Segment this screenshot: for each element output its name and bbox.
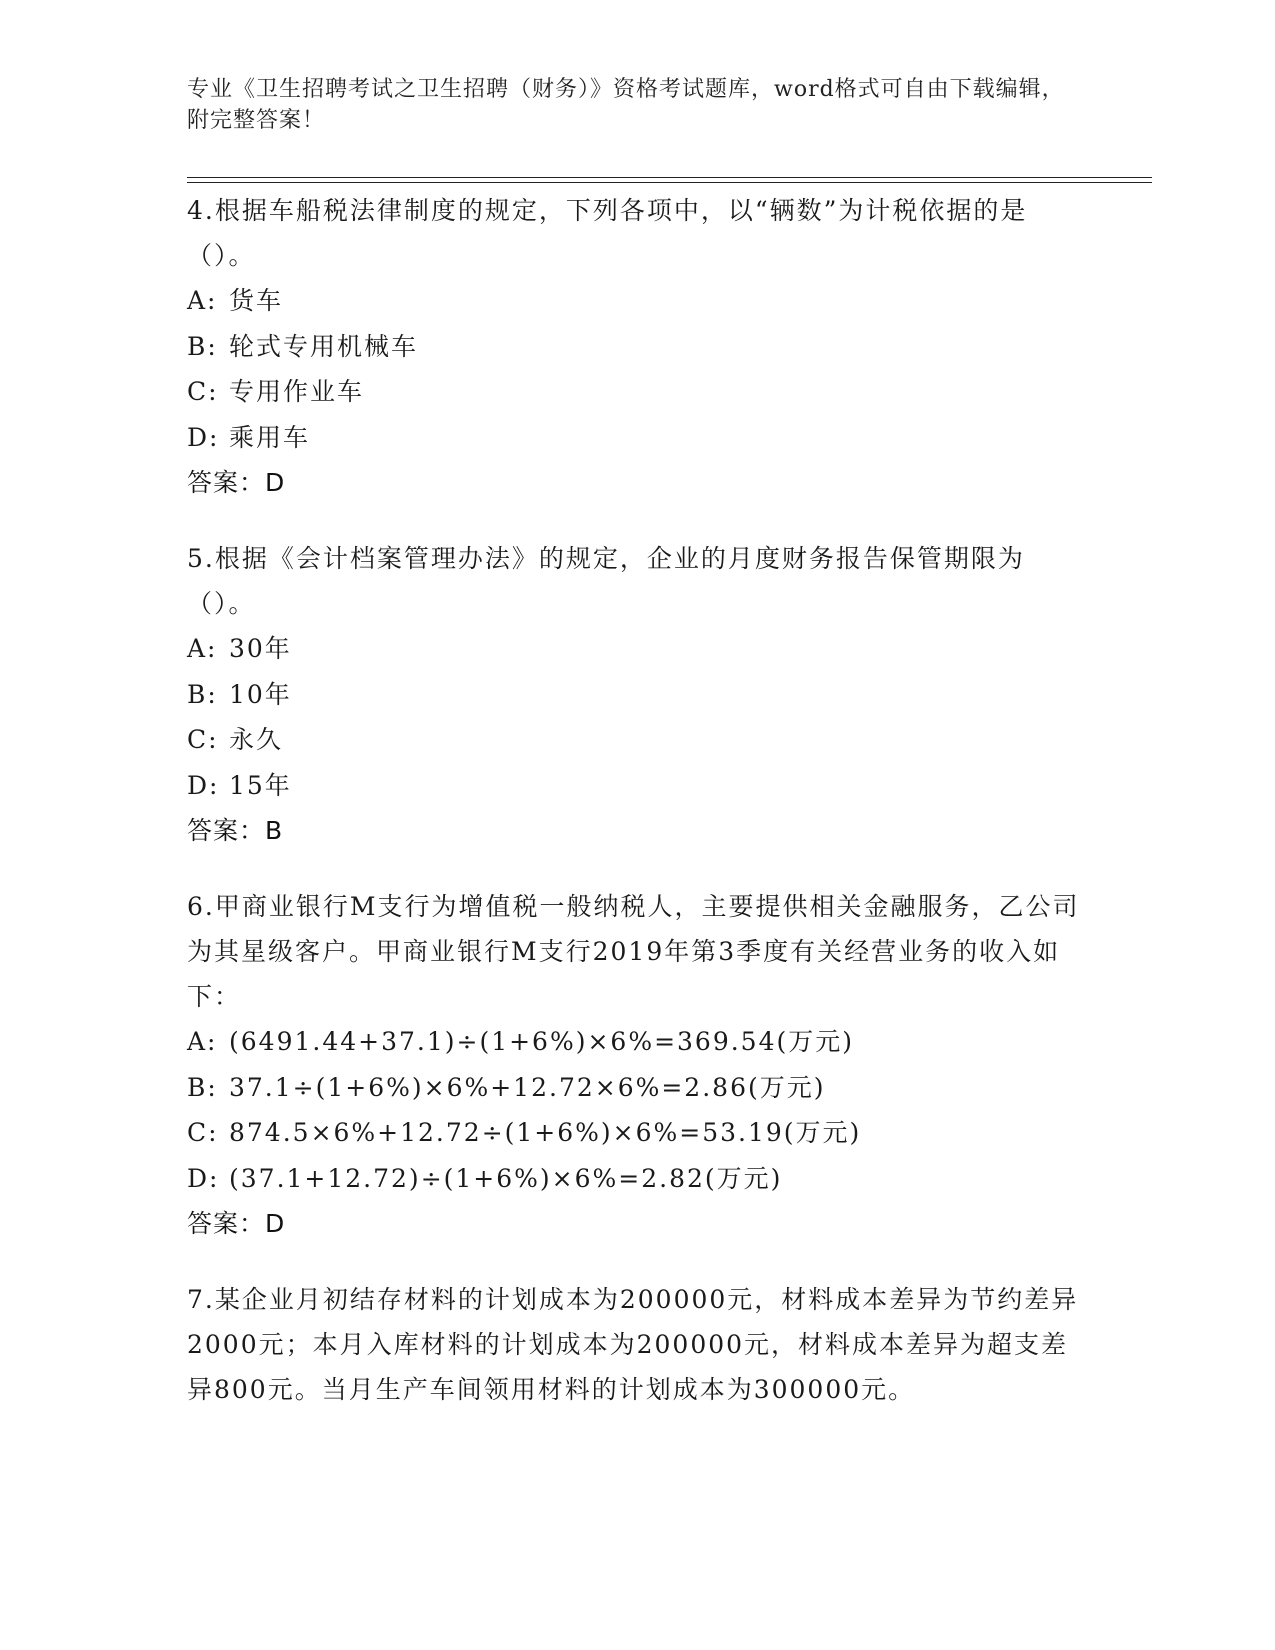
option-d <box>187 1156 1087 1202</box>
option-c <box>187 369 1087 415</box>
answer-line: 答案：B <box>187 816 284 845</box>
question-4 <box>187 188 1087 505</box>
answer-line: 答案：D <box>187 1209 286 1238</box>
option-text: 永久 <box>229 725 284 754</box>
option-a <box>187 278 1087 324</box>
option-letter: B: <box>187 331 218 361</box>
answer-line: 答案：D <box>187 468 286 497</box>
option-c <box>187 717 1087 763</box>
option-text: 货车 <box>229 286 284 315</box>
option-text: 30年 <box>229 634 292 663</box>
option-letter: D: <box>187 1163 220 1193</box>
question-6 <box>187 884 1087 1246</box>
option-text: 专用作业车 <box>229 377 365 406</box>
page-header: 专业《卫生招聘考试之卫生招聘（财务）》资格考试题库，word格式可自由下载编辑，附完整答案！ <box>187 77 1065 133</box>
option-text: 10年 <box>229 679 292 709</box>
option-letter: B: <box>187 679 218 709</box>
option-letter: A: <box>187 286 218 315</box>
question-stem: 4.根据车船税法律制度的规定，下列各项中，以“辆数”为计税依据的是（）。 <box>187 196 1028 270</box>
header-rule-bottom <box>187 182 1152 183</box>
option-text: 37.1÷(1+6%)×6%+12.72×6%=2.86(万元) <box>229 1072 826 1102</box>
question-5 <box>187 536 1087 853</box>
option-letter: C: <box>187 1118 219 1147</box>
option-a <box>187 626 1087 672</box>
option-letter: B: <box>187 1072 218 1102</box>
option-d <box>187 415 1087 461</box>
option-letter: A: <box>187 1027 218 1056</box>
option-d <box>187 763 1087 809</box>
option-text: 轮式专用机械车 <box>229 331 419 361</box>
option-b <box>187 324 1087 370</box>
option-a <box>187 1019 1087 1065</box>
question-list <box>187 188 1087 1443</box>
option-text: 874.5×6%+12.72÷(1+6%)×6%=53.19(万元) <box>229 1118 862 1147</box>
question-7 <box>187 1277 1087 1412</box>
header-rule-top <box>187 177 1152 178</box>
question-stem: 5.根据《会计档案管理办法》的规定，企业的月度财务报告保管期限为（）。 <box>187 544 1025 618</box>
option-letter: C: <box>187 725 219 754</box>
option-letter: A: <box>187 634 218 663</box>
option-c <box>187 1110 1087 1156</box>
option-text: (6491.44+37.1)÷(1+6%)×6%=369.54(万元) <box>229 1027 855 1056</box>
option-letter: C: <box>187 377 219 406</box>
option-text: 乘用车 <box>229 422 311 452</box>
option-letter: D: <box>187 770 220 800</box>
question-stem: 7.某企业月初结存材料的计划成本为200000元，材料成本差异为节约差异2000元；本月入库材料的计划成本为200000元，材料成本差异为超支差异800元。当月生产车间领用材料的计划成本为300000元。 <box>187 1285 1079 1404</box>
option-b <box>187 672 1087 718</box>
question-stem: 6.甲商业银行M支行为增值税一般纳税人，主要提供相关金融服务，乙公司为其星级客户。甲商业银行M支行2019年第3季度有关经营业务的收入如下： <box>187 892 1080 1011</box>
option-letter: D: <box>187 422 220 452</box>
option-text: (37.1+12.72)÷(1+6%)×6%=2.82(万元) <box>229 1163 783 1193</box>
option-b <box>187 1065 1087 1111</box>
option-text: 15年 <box>229 770 292 800</box>
